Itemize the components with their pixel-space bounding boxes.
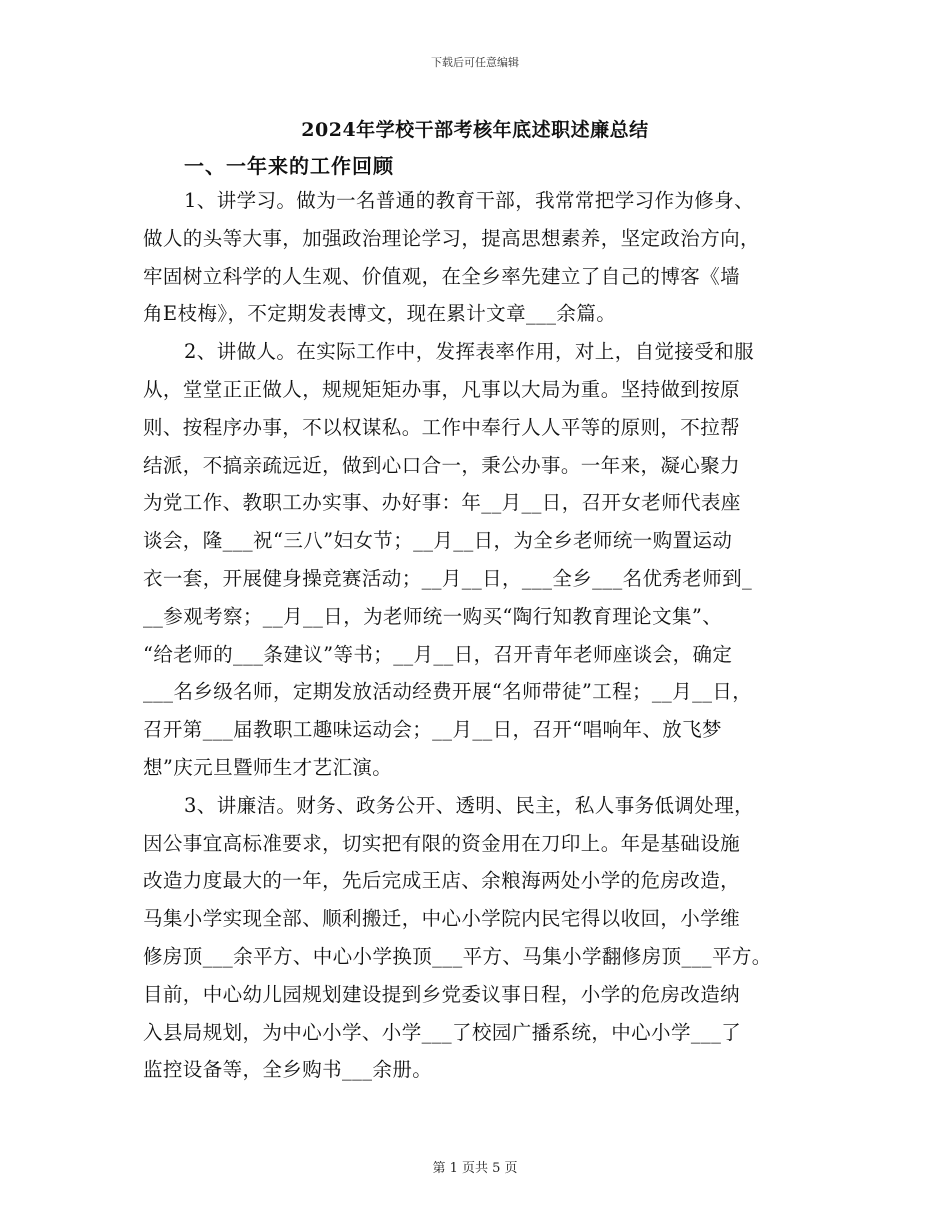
paragraph-line: 1、讲学习。做为一名普通的教育干部，我常常把学习作为修身、: [184, 189, 755, 212]
paragraph-line: “给老师的___条建议”等书；__月__日，召开青年老师座谈会，确定: [143, 642, 733, 666]
paragraph-line: ___名乡级名师，定期发放活动经费开展“名师带徒”工程；__月__日，: [143, 680, 753, 704]
paragraph-line: 做人的头等大事，加强政治理论学习，提高思想素养，坚定政治方向，: [143, 226, 760, 250]
paragraph-line: 马集小学实现全部、顺利搬迁，中心小学院内民宅得以收回，小学维: [143, 907, 741, 931]
paragraph-line: 修房顶___余平方、中心小学换顶___平方、马集小学翻修房顶___平方。: [143, 944, 772, 968]
paragraph-line: 入县局规划，为中心小学、小学___了校园广播系统，中心小学___了: [143, 1020, 742, 1044]
paragraph-line: 为党工作、教职工办实事、办好事：年__月__日，召开女老师代表座: [143, 491, 741, 515]
paragraph-line: 角E枝梅》，不定期发表博文，现在累计文章___余篇。: [143, 302, 617, 326]
paragraph-line: 结派，不搞亲疏远近，做到心口合一，秉公办事。一年来，凝心聚力: [143, 453, 741, 477]
paragraph-line: __参观考察；__月__日，为老师统一购买“陶行知教育理论文集”、: [143, 604, 723, 628]
paragraph-line: 则、按程序办事，不以权谋私。工作中奉行人人平等的原则，不拉帮: [143, 415, 741, 439]
paragraph-line: 从，堂堂正正做人，规规矩矩办事，凡事以大局为重。坚持做到按原: [143, 377, 741, 401]
section-heading: 一、一年来的工作回顾: [184, 154, 394, 178]
paragraph-study: [143, 182, 819, 333]
paragraph-line: 改造力度最大的一年，先后完成王店、余粮海两处小学的危房改造，: [143, 869, 741, 893]
paragraph-line: 衣一套，开展健身操竞赛活动；__月__日，___全乡___名优秀老师到_: [143, 566, 753, 590]
paragraph-line: 召开第___届教职工趣味运动会；__月__日，召开“唱响年、放飞梦: [143, 718, 722, 742]
paragraph-line: 因公事宜高标准要求，切实把有限的资金用在刀印上。年是基础设施: [143, 831, 741, 855]
paragraph-line: 2、讲做人。在实际工作中，发挥表率作用，对上，自觉接受和服: [184, 340, 755, 364]
paragraph-integrity: [143, 787, 819, 1089]
paragraph-conduct: [143, 333, 819, 787]
document-title: 2024年学校干部考核年底述职述廉总结: [301, 119, 649, 141]
paragraph-line: 目前，中心幼儿园规划建设提到乡党委议事日程，小学的危房改造纳: [143, 982, 741, 1006]
paragraph-line: 监控设备等，全乡购书___余册。: [143, 1058, 433, 1082]
paragraph-line: 3、讲廉洁。财务、政务公开、透明、民主，私人事务低调处理，: [184, 793, 755, 817]
header-note: 下载后可任意编辑: [431, 56, 519, 69]
paragraph-line: 牢固树立科学的人生观、价值观，在全乡率先建立了自己的博客《墙: [143, 264, 741, 288]
document-body: [143, 182, 819, 1089]
paragraph-line: 谈会，隆___祝“三八”妇女节；__月__日，为全乡老师统一购置运动: [143, 529, 733, 553]
paragraph-line: 想”庆元旦暨师生才艺汇演。: [143, 755, 393, 779]
page-footer: 第 1 页共 5 页: [432, 1161, 518, 1176]
